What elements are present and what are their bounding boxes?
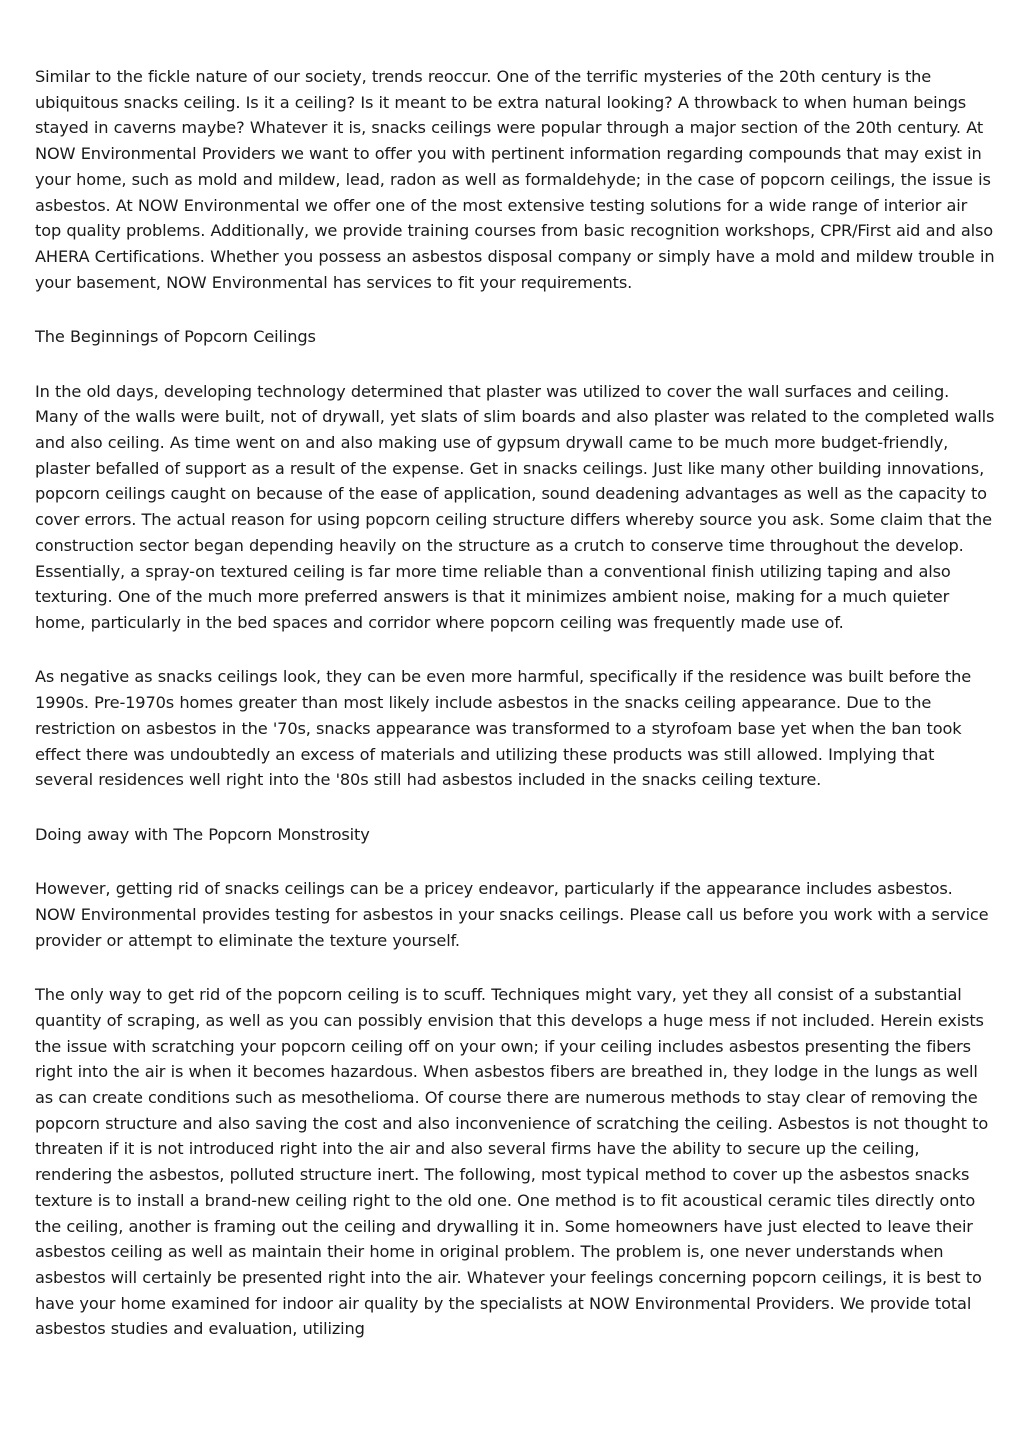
section-heading-beginnings: The Beginnings of Popcorn Ceilings: [35, 327, 316, 347]
document-body: [35, 64, 997, 1371]
section-heading-removal: Doing away with The Popcorn Monstrosity: [35, 824, 370, 844]
paragraph-intro: Similar to the fickle nature of our society, trends reoccur. One of the terrific mysteries of the 20th century is the ubiquitous snacks ceiling. Is it a ceiling? Is it meant to be extra natural looking? A throwback to when human beings stayed in caverns maybe? Whatever it is, snacks ceilings were popular through a major section of the 20th century. At NOW Environmental Providers we want to offer you with pertinent information regarding compounds that may exist in your home, such as mold and mildew, lead, radon as well as formaldehyde; in the case of popcorn ceilings, the issue is asbestos. At NOW Environmental we offer one of the most extensive testing solutions for a wide range of interior air top quality problems. Additionally, we provide training courses from basic recognition workshops, CPR/First aid and also AHERA Certifications. Whether you possess an asbestos disposal company or simply have a mold and mildew trouble in your basement, NOW Environmental has services to fit your requirements.: [35, 67, 995, 292]
paragraph-removal-methods: The only way to get rid of the popcorn ceiling is to scuff. Techniques might vary, yet they all consist of a substantial quantity of scraping, as well as you can possibly envision that this develops a huge mess if not included. Herein exists the issue with scratching your popcorn ceiling off on your own; if your ceiling includes asbestos presenting the fibers right into the air is when it becomes hazardous. When asbestos fibers are breathed in, they lodge in the lungs as well as can create conditions such as mesothelioma. Of course there are numerous methods to stay clear of removing the popcorn structure and also saving the cost and also inconvenience of scratching the ceiling. Asbestos is not thought to threaten if it is not introduced right into the air and also several firms have the ability to secure up the ceiling, rendering the asbestos, polluted structure inert. The following, most typical method to cover up the asbestos snacks texture is to install a brand-new ceiling right to the old one. One method is to fit acoustical ceramic tiles directly onto the ceiling, another is framing out the ceiling and drywalling it in. Some homeowners have just elected to leave their asbestos ceiling as well as maintain their home in original problem. The problem is, one never understands when asbestos will certainly be presented right into the air. Whatever your feelings concerning popcorn ceilings, it is best to have your home examined for indoor air quality by the specialists at NOW Environmental Providers. We provide total asbestos studies and evaluation, utilizing: [35, 985, 989, 1339]
paragraph-hazards: As negative as snacks ceilings look, they can be even more harmful, specifically if the residence was built before the 1990s. Pre-1970s homes greater than most likely include asbestos in the snacks ceiling appearance. Due to the restriction on asbestos in the '70s, snacks appearance was transformed to a styrofoam base yet when the ban took effect there was undoubtedly an excess of materials and utilizing these products was still allowed. Implying that several residences well right into the '80s still had asbestos included in the snacks ceiling texture.: [35, 667, 972, 790]
paragraph-history: In the old days, developing technology determined that plaster was utilized to cover the wall surfaces and ceiling. Many of the walls were built, not of drywall, yet slats of slim boards and also plaster was related to the completed walls and also ceiling. As time went on and also making use of gypsum drywall came to be much more budget-friendly, plaster befalled of support as a result of the expense. Get in snacks ceilings. Just like many other building innovations, popcorn ceilings caught on because of the ease of application, sound deadening advantages as well as the capacity to cover errors. The actual reason for using popcorn ceiling structure differs whereby source you ask. Some claim that the construction sector began depending heavily on the structure as a crutch to conserve time throughout the develop. Essentially, a spray-on textured ceiling is far more time reliable than a conventional finish utilizing taping and also texturing. One of the much more preferred answers is that it minimizes ambient noise, making for a much quieter home, particularly in the bed spaces and corridor where popcorn ceiling was frequently made use of.: [35, 381, 995, 632]
paragraph-testing: However, getting rid of snacks ceilings can be a pricey endeavor, particularly if the appearance includes asbestos. NOW Environmental provides testing for asbestos in your snacks ceilings. Please call us before you work with a service provider or attempt to eliminate the texture yourself.: [35, 879, 989, 950]
